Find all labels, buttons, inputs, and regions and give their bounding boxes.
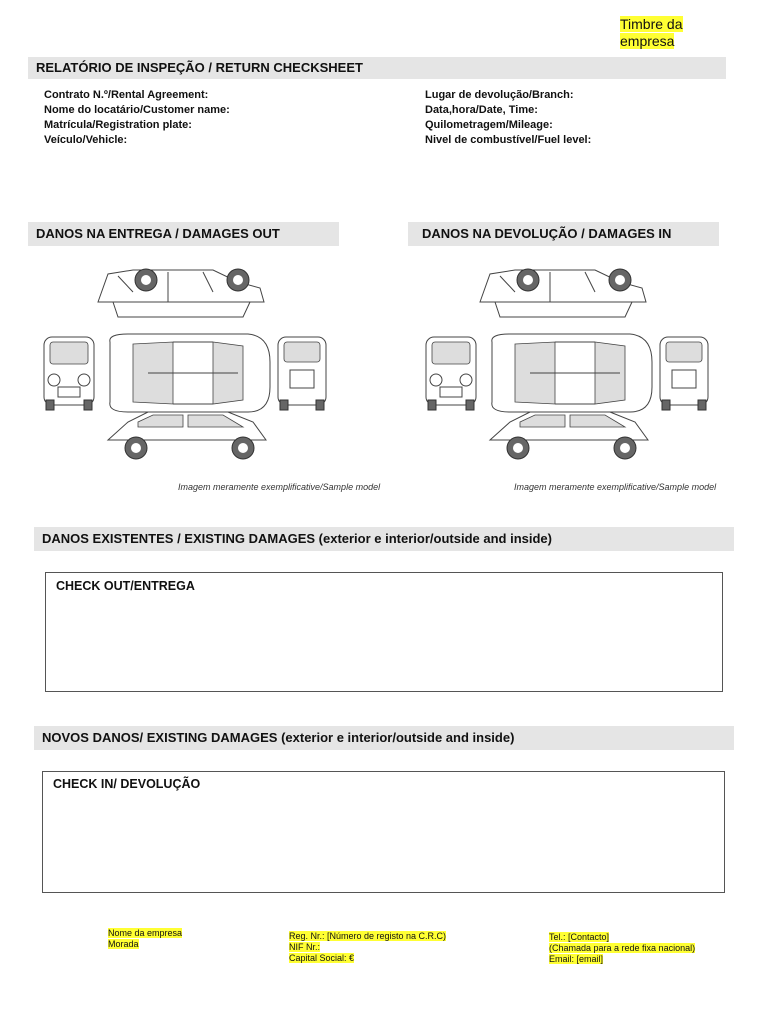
checkin-box[interactable] [42,771,725,893]
car-front-left [44,337,94,410]
field-vehicle: Veículo/Vehicle: [44,134,128,146]
footer-contact [549,932,695,965]
car-diagram-out [38,262,333,474]
field-fuel-level: Nivel de combustível/Fuel level: [425,134,592,146]
footer-nif: NIF Nr.: [289,942,320,952]
footer-company [108,928,182,950]
sample-caption-left: Imagem meramente exemplificative/Sample model [178,482,381,492]
footer-capital: Capital Social: € [289,953,355,963]
checkout-label: CHECK OUT/ENTREGA [56,579,195,593]
footer-email: Email: [email] [549,954,604,964]
letterhead [620,16,683,50]
damages-in-heading: DANOS NA DEVOLUÇÃO / DAMAGES IN [408,222,719,246]
car-diagram-in [420,262,715,474]
field-rental-agreement: Contrato N.º/Rental Agreement: [44,89,209,101]
footer-address: Morada [108,939,139,949]
car-front-right [426,337,476,410]
car-side-bottom-left [108,412,266,459]
car-top-left [110,334,270,412]
footer-tel: Tel.: [Contacto] [549,932,610,942]
checkin-label: CHECK IN/ DEVOLUÇÃO [53,777,201,791]
car-rear-left [278,337,326,410]
car-side-top-left [98,269,264,317]
new-damages-heading: NOVOS DANOS/ EXISTING DAMAGES (exterior e interior/outside and inside) [34,726,734,750]
footer-company-name: Nome da empresa [108,928,183,938]
checkout-box[interactable] [45,572,723,692]
car-side-top-right [480,269,646,317]
field-customer-name: Nome do locatário/Customer name: [44,104,230,116]
field-date-time: Data,hora/Date, Time: [425,104,538,116]
fields-left [44,88,384,148]
report-title: RELATÓRIO DE INSPEÇÃO / RETURN CHECKSHEET [28,57,726,79]
sample-caption-right: Imagem meramente exemplificative/Sample model [514,482,717,492]
footer-call-note: (Chamada para a rede fixa nacional) [549,943,696,953]
existing-damages-heading: DANOS EXISTENTES / EXISTING DAMAGES (exterior e interior/outside and inside) [34,527,734,551]
letterhead-line-1: Timbre da [620,16,683,32]
field-branch: Lugar de devolução/Branch: [425,89,574,101]
footer-reg-nr: Reg. Nr.: [Número de registo na C.R.C) [289,931,447,941]
field-mileage: Quilometragem/Mileage: [425,119,553,131]
footer-registration [289,931,446,964]
damages-out-heading: DANOS NA ENTREGA / DAMAGES OUT [28,222,339,246]
car-top-right [492,334,652,412]
car-rear-right [660,337,708,410]
field-registration-plate: Matrícula/Registration plate: [44,119,192,131]
letterhead-line-2: empresa [620,33,675,49]
fields-right [425,88,745,148]
car-side-bottom-right [490,412,648,459]
